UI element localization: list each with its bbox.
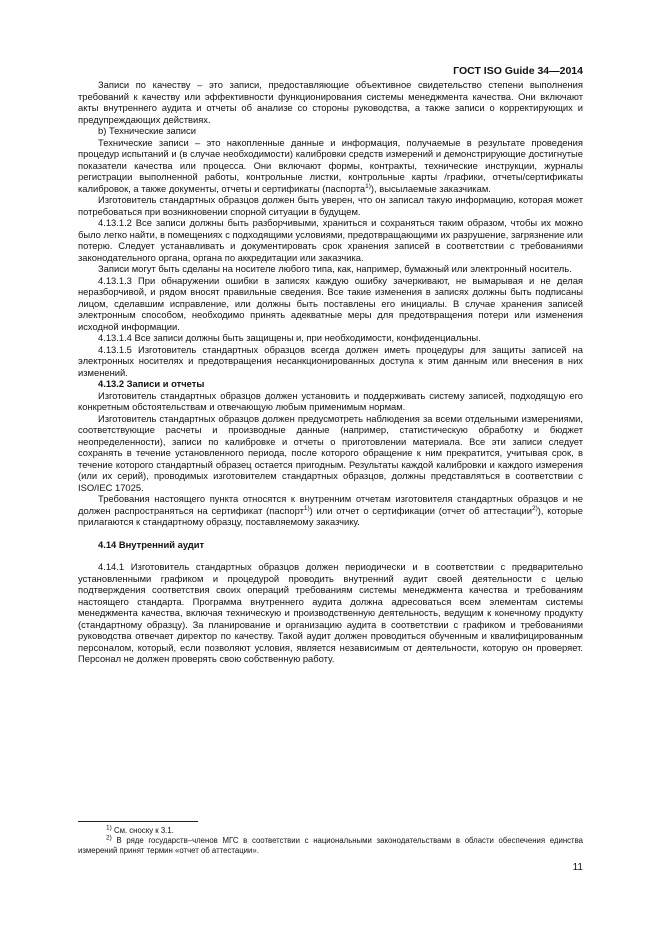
footnotes	[78, 826, 583, 856]
page-body	[78, 79, 583, 665]
footnote-ref: 1)	[303, 504, 310, 512]
list-item-technical-records: b) Технические записи	[98, 125, 196, 136]
paragraph-record-media: Записи могут быть сделаны на носителе любого типа, как, например, бумажный или электронный носитель.	[98, 263, 572, 274]
heading-4-13-2: 4.13.2 Записи и отчеты	[98, 378, 205, 389]
text-segment: ) или отчет о сертификации (отчет об аттестации	[309, 504, 532, 516]
footnote-text: В ряде государств–членов МГС в соответствии с национальными законодательствами в области обеспечения единства измерений принят термин «отчет об аттестации».	[78, 836, 583, 855]
footnote-mark: 1)	[106, 824, 112, 832]
footnote-divider	[78, 821, 198, 822]
text-segment: ), которые прилагаются к стандартному образцу, поставляемому заказчику.	[78, 504, 583, 527]
page-number: 11	[572, 862, 583, 873]
paragraph-manufacturer-info: Изготовитель стандартных образцов должен быть уверен, что он записал такую информацию, которая может потребоваться при возникновении спорной ситуации в будущем.	[78, 194, 583, 217]
page-header	[78, 64, 583, 78]
paragraph-observations: Изготовитель стандартных образцов должен предусмотреть наблюдения за всеми отдельными измерениями, соответствующие расчеты и производные данные (например, статистическую обработку и бюджет неопределенности), записи по калибровке и отчеты о приготовлении материала. Все эти записи следует сохранять в течение установленного периода, после которого обращение к ним прекратится, учитывая срок, в течение которого стандартный образец остается пригодным. Результаты каждой калибровки и каждого измерения (или их серий), проводимых изготовителем стандартных образцов, должны представляться в соответствии с ISO/IEC 17025.	[78, 412, 583, 493]
footnote-ref: 1)	[365, 182, 371, 190]
standard-designation: ГОСТ ISO Guide 34—2014	[453, 65, 583, 77]
footnote-2	[78, 836, 583, 856]
paragraph-records-system: Изготовитель стандартных образцов должен установить и поддерживать систему записей, подходящую его конкретным обстоятельствам и отвечающую любым применимым нормам.	[78, 389, 583, 412]
paragraph-technical-records	[78, 137, 583, 195]
clause-4-13-1-3: 4.13.1.3 При обнаружении ошибки в записях каждую ошибку зачеркивают, не вымарывая и не делая неразборчивой, и рядом вносят правильные сведения. Все такие изменения в записях должны быть подписаны лицом, сделавшим исправление, или должны быть поставлены его инициалы. В случае хранения записей электронным способом, необходимо принять адекватные меры для предотвращения потери или изменения исходной информации.	[78, 274, 583, 332]
footnote-text: См. сноску к 3.1.	[111, 826, 174, 835]
footnote-1	[78, 826, 583, 836]
clause-4-13-1-4: 4.13.1.4 Все записи должны быть защищены и, при необходимости, конфиденциальны.	[98, 332, 481, 343]
text-segment: Технические записи – это накопленные данные и информация, получаемые в результате проведения процедур испытаний и (в случае необходимости) калибровки средств измерений и демонстрирующие достигнутые показатели качества или процесса. Они включают формы, контракты, технические инструкции, журналы регистрации выполненной работы, контрольные листки, контрольные карты /графики, отчеты/сертификаты калибровок, а также документы, отчеты и сертификаты (паспорта	[78, 136, 583, 194]
text-segment: ), высылаемые заказчикам.	[370, 182, 491, 194]
text-segment: Требования настоящего пункта относятся к внутренним отчетам изготовителя стандартных образцов и не должен распространяться на сертификат (паспорт	[78, 493, 583, 516]
paragraph-internal-reports	[78, 493, 583, 528]
clause-4-13-1-5: 4.13.1.5 Изготовитель стандартных образцов всегда должен иметь процедуры для защиты записей на электронных носителях и предотвращения несанкционированных доступа к этим данным или внесения в них изменений.	[78, 343, 583, 378]
footnote-mark: 2)	[106, 834, 112, 842]
heading-4-14: 4.14 Внутренний аудит	[98, 538, 205, 550]
clause-4-14-1: 4.14.1 Изготовитель стандартных образцов должен периодически и в соответствии с предварительно установленными графиком и процедурой проводить внутренний аудит своей деятельности с целью подтверждения соответствия своих операций требованиям системы менеджмента качества и требованиям настоящего стандарта. Программа внутреннего аудита должна адресоваться всем элементам системы менеджмента качества, включая техническую и производственную деятельность, ведущим к конечному продукту (стандартному образцу). За планирование и организацию аудита в соответствии с графиком и требованиями руководства отвечает директор по качеству. Такой аудит должен проводиться обученным и квалифицированным персоналом, который, если позволяют условия, является независимым от деятельности, которую он проверяет. Персонал не должен проверять свою собственную работу.	[78, 561, 583, 664]
footnote-ref: 2)	[531, 504, 538, 512]
clause-4-13-1-2: 4.13.1.2 Все записи должны быть разборчивыми, храниться и сохраняться таким образом, чтобы их можно было легко найти, в помещениях с подходящими условиями, предотвращающими их разрушение, загрязнение или потерю. Следует устанавливать и документировать срок хранения записей в соответствии с требованиями законодательного органа, органа по аккредитации или заказчика.	[78, 217, 583, 263]
paragraph-quality-records: Записи по качеству – это записи, предоставляющие объективное свидетельство степени выполнения требований к качеству или эффективности функционирования системы менеджмента качества. Они включают акты внутреннего аудита и отчеты об анализе со стороны руководства, а также записи о корректирующих и предупреждающих действиях.	[78, 79, 583, 125]
